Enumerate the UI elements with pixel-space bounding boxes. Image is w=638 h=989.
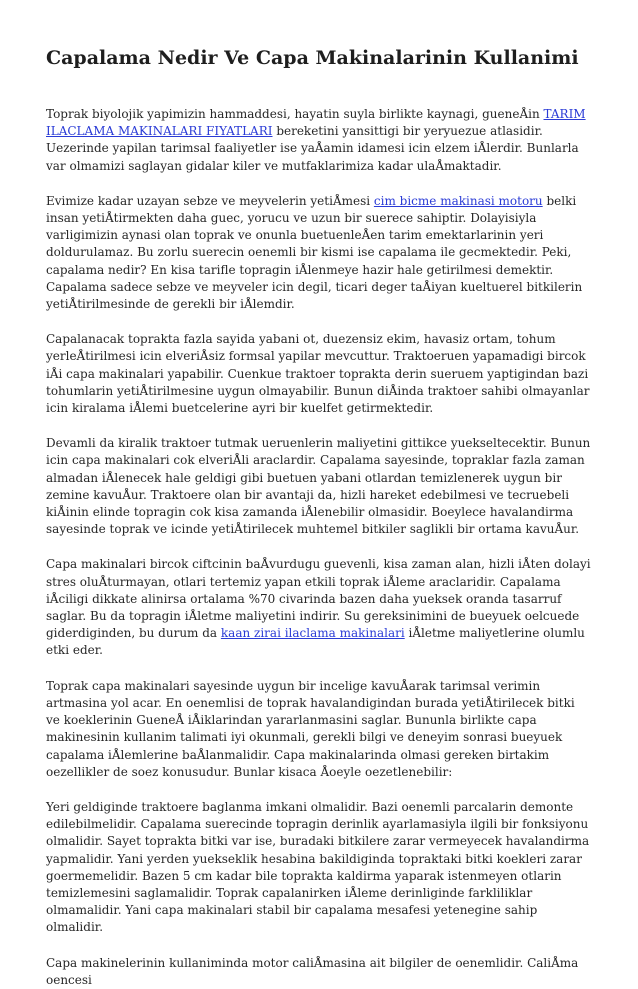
document-title: Capalama Nedir Ve Capa Makinalarinin Kullanimi bbox=[46, 47, 579, 69]
link-kaan-zirai[interactable]: kaan zirai ilaclama makinalari bbox=[220, 626, 405, 641]
paragraph-5 bbox=[46, 556, 592, 659]
paragraph-text: iÅletme maliyetlerine olumlu etki eder. bbox=[46, 626, 585, 658]
paragraph-4 bbox=[46, 435, 592, 538]
paragraph-text: Capalanacak toprakta fazla sayida yabani ot, duezensiz ekim, havasiz ortam, tohum yerleÅtirilmesi icin elveriÅsiz formsal yapilar mevcuttur. Traktoeruen yapamadigi bircok iÅi capa makinalari yapabilir. Cuenkue traktoer toprakta derin sueruem yaptigindan bazi tohumlarin yetiÅtirilmesine uygun olmayabilir. Bunun diÅinda traktoer sahibi olmayanlar icin kiralama iÅlemi buetcelerine ayri bir kuelfet getirmektedir. bbox=[46, 332, 590, 416]
paragraph-text: Toprak biyolojik yapimizin hammaddesi, hayatin suyla birlikte kaynagi, gueneÅin bbox=[46, 107, 544, 121]
paragraph-6 bbox=[46, 678, 592, 781]
paragraph-text: bereketini yansittigi bir yeryuezue atlasidir. Uezerinde yapilan tarimsal faaliyetler ise yaÅamin idamesi icin elzem iÅlerdir. Bunlarla var olmamizi saglayan gidalar kiler ve mutfaklarimiza kadar ulaÅmaktadir. bbox=[46, 124, 579, 173]
paragraph-text: Capa makinelerinin kullaniminda motor caliÅmasina ait bilgiler de oenemlidir. CaliÅma oencesi bbox=[46, 955, 579, 987]
paragraph-2 bbox=[46, 193, 592, 313]
paragraph-text: Toprak capa makinalari sayesinde uygun bir incelige kavuÅarak tarimsal verimin artmasina yol acar. En oenemlisi de toprak havalandigindan burada yetiÅtirilecek bitki ve koeklerinin GueneÅ iÅiklarindan yararlanmasini saglar. Bununla birlikte capa makinesinin kullanim talimati iyi okunmali, gerekli bilgi ve deneyim sonrasi bueyuek capalama iÅlemlerine baÅlanmalidir. Capa makinalarinda olmasi gereken birtakim oezellikler de soez konusudur. Bunlar kisaca Åoeyle oezetlenebilir: bbox=[46, 678, 575, 779]
paragraph-3 bbox=[46, 331, 592, 417]
paragraph-text: Yeri geldiginde traktoere baglanma imkani olmalidir. Bazi oenemli parcalarin demonte edilebilmelidir. Capalama suerecinde topragin derinlik ayarlamasiyla ilgili bir fonksiyonu olmalidir. Sayet toprakta bitki var ise, buradaki bitkilere zarar vermeyecek havalandirma yapmalidir. Yani yerden yuekseklik hesabina bakildiginda topraktaki bitki koekleri zarar goermemelidir. Bazen 5 cm kadar bile toprakta kaldirma yaparak istenmeyen otlarin temizlemesini saglamalidir. Toprak capalanirken iÅleme derinliginde farkliliklar olmamalidir. Yani capa makinalari stabil bir capalama mesafesi yetenegine sahip olmalidir. bbox=[46, 799, 590, 935]
link-cim-bicme[interactable]: cim bicme makinasi motoru bbox=[373, 193, 543, 208]
paragraph-8 bbox=[46, 955, 592, 989]
paragraph-text: Capa makinalari bircok ciftcinin baÅvurdugu guevenli, kisa zaman alan, hizli iÅten dolayi stres oluÅturmayan, otlari tertemiz yapan etkili toprak iÅleme araclaridir. Capalama iÅciligi dikkate alinirsa ortalama %70 civarinda bazen daha yueksek oranda tasarruf saglar. Bu da topragin iÅletme maliyetini indirir. Su gereksinimini de bueyuek oelcuede giderdiginden, bu durum da bbox=[46, 557, 591, 641]
paragraph-7 bbox=[46, 799, 592, 937]
paragraph-text: Evimize kadar uzayan sebze ve meyvelerin yetiÅmesi bbox=[46, 193, 374, 208]
paragraph-text: belki insan yetiÅtirmekten daha guec, yorucu ve uzun bir suerece sahiptir. Dolayisiyla varligimizin aynasi olan toprak ve onunla buetuenleÅen tarim emektarlarinin yeri doldurulamaz. Bu zorlu suerecin oenemli bir kismi ise capalama ile gecmektedir. Peki, capalama nedir? En kisa tarifle topragin iÅlenmeye hazir hale getirilmesi demektir. Capalama sadece sebze ve meyveler icin degil, ticari deger taÅiyan kueltuerel bitkilerin yetiÅtirilmesinde de gerekli bir iÅlemdir. bbox=[46, 193, 583, 312]
paragraph-text: Devamli da kiralik traktoer tutmak ueruenlerin maliyetini gittikce yuekseltecektir. Bunun icin capa makinalari cok elveriÅli araclardir. Capalama sayesinde, topraklar fazla zaman almadan iÅlenecek hale geldigi gibi buetuen yabani otlardan temizlenerek uygun bir zemine kavuÅur. Traktoere olan bir avantaji da, hizli hareket edebilmesi ve tecruebeli kiÅinin elinde topragin cok kisa zamanda iÅlenebilir olmasidir. Boeylece havalandirma sayesinde toprak ve icinde yetiÅtirilecek muhtemel bitkiler saglikli bir ortama kavuÅur. bbox=[46, 436, 591, 537]
paragraph-1 bbox=[46, 106, 592, 175]
link-tarim-ilaclama[interactable]: TARIM ILACLAMA MAKINALARI FIYATLARI bbox=[46, 107, 586, 139]
